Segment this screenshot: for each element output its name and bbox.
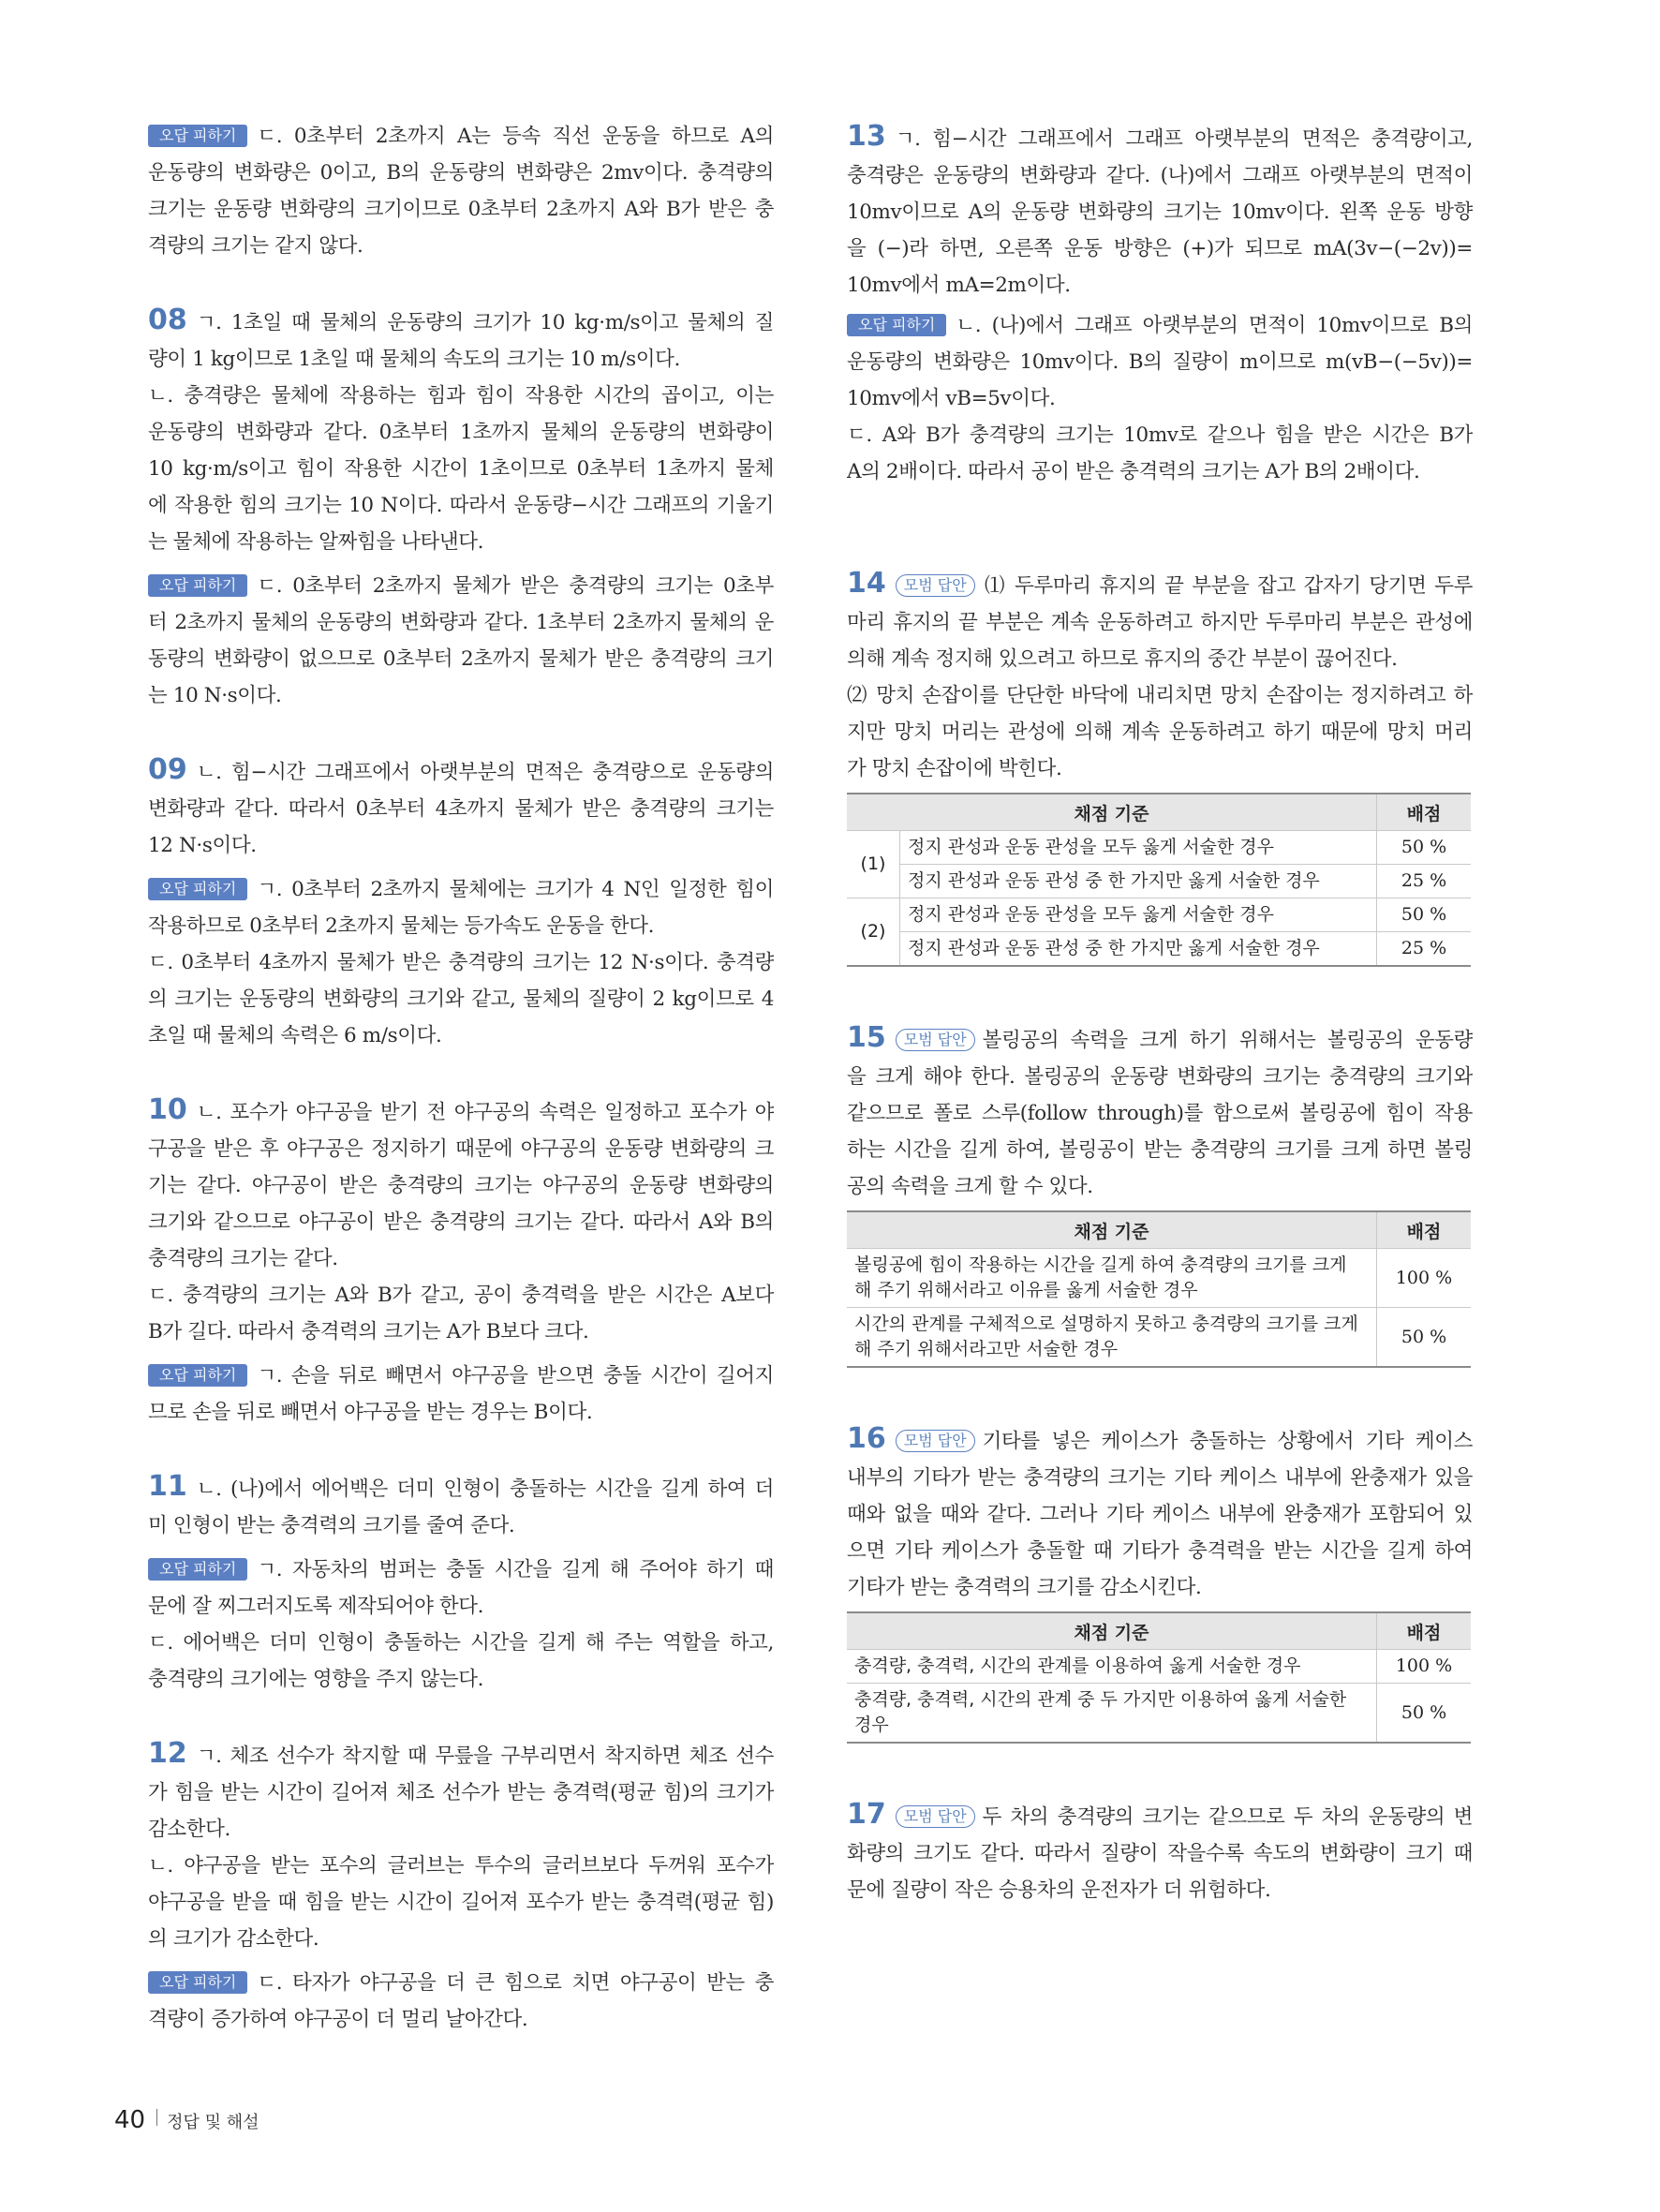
footer-divider — [156, 2109, 157, 2126]
answer-text: 10mv에서 vB=5v이다. — [847, 387, 1056, 410]
answer-text: 마리 휴지의 끝 부분은 계속 운동하려고 하지만 두루마리 부분은 관성에 — [847, 611, 1473, 634]
answer-text: 는 물체에 작용하는 알짜힘을 나타낸다. — [148, 530, 484, 554]
answer-16 — [847, 1420, 1473, 1744]
table-row — [847, 1249, 1471, 1308]
answer-text: 10 kg·m/s이고 힘이 작용한 시간이 1초이므로 0초부터 1초까지 물체 — [148, 457, 774, 481]
table-row — [847, 1650, 1471, 1684]
answer-text: 미 인형이 받는 충격력의 크기를 줄여 준다. — [148, 1514, 515, 1537]
criteria-cell: 정지 관성과 운동 관성을 모두 옳게 서술한 경우 — [900, 831, 1377, 865]
answer-text: 을 크게 해야 한다. 볼링공의 운동량 변화량의 크기는 충격량의 크기와 — [847, 1065, 1473, 1089]
criteria-cell: 충격량, 충격력, 시간의 관계 중 두 가지만 이용하여 옳게 서술한 경우 — [847, 1684, 1377, 1744]
left-column — [148, 118, 774, 2075]
answer-text: ㄷ. 0초부터 4초까지 물체가 받은 충격량의 크기는 12 N·s이다. 충격량 — [148, 951, 774, 974]
answer-text: 변화량과 같다. 따라서 0초부터 4초까지 물체가 받은 충격량의 크기는 — [148, 797, 774, 821]
question-number: 17 — [847, 1798, 886, 1831]
answer-text: 의해 계속 정지해 있으려고 하므로 휴지의 중간 부분이 끊어진다. — [847, 647, 1398, 671]
answer-text: ⑴ 두루마리 휴지의 끝 부분을 잡고 갑자기 당기면 두루 — [982, 574, 1473, 598]
wrong-avoid-badge: 오답 피하기 — [148, 1558, 247, 1581]
answer-text: 두 차의 충격량의 크기는 같으므로 두 차의 운동량의 변 — [982, 1805, 1473, 1829]
part-label: (2) — [847, 898, 900, 967]
model-answer-badge: 모범 답안 — [896, 1029, 975, 1051]
answer-text: 동량의 변화량이 없으므로 0초부터 2초까지 물체가 받은 충격량의 크기 — [148, 647, 774, 671]
answer-08 — [148, 302, 774, 714]
wrong-avoid-badge: 오답 피하기 — [148, 574, 247, 597]
answer-13 — [847, 118, 1473, 490]
answer-14 — [847, 565, 1473, 967]
answer-text: 작용하므로 0초부터 2초까지 물체는 등가속도 운동을 한다. — [148, 914, 655, 938]
model-answer-badge: 모범 답안 — [896, 1430, 975, 1452]
answer-text: 충격량의 크기에는 영향을 주지 않는다. — [148, 1668, 484, 1691]
answer-text: 초일 때 물체의 속력은 6 m/s이다. — [148, 1024, 442, 1047]
right-column — [847, 118, 1473, 1908]
points-cell: 25 % — [1377, 932, 1472, 967]
answer-text: ㄴ. 포수가 야구공을 받기 전 야구공의 속력은 일정하고 포수가 야 — [196, 1101, 774, 1124]
criteria-header: 채점 기준 — [847, 794, 1377, 831]
answer-text: 12 N·s이다. — [148, 834, 257, 857]
answer-text: 화량의 크기도 같다. 따라서 질량이 작을수록 속도의 변화량이 크기 때 — [847, 1842, 1473, 1865]
points-cell: 50 % — [1377, 1684, 1472, 1744]
question-number: 13 — [847, 120, 886, 153]
answer-text: ㄷ. 0초부터 2초까지 물체가 받은 충격량의 크기는 0초부 — [257, 574, 774, 598]
answer-text: 격량의 크기는 같지 않다. — [148, 234, 363, 258]
answer-text: ㄴ. 충격량은 물체에 작용하는 힘과 힘이 작용한 시간의 곱이고, 이는 — [148, 384, 774, 408]
answer-11 — [148, 1468, 774, 1698]
answer-text: 감소한다. — [148, 1818, 230, 1841]
points-cell: 100 % — [1377, 1650, 1472, 1684]
wrong-avoid-badge: 오답 피하기 — [148, 1971, 247, 1994]
wrong-avoid-badge: 오답 피하기 — [148, 1364, 247, 1387]
answer-text: 기는 같다. 야구공이 받은 충격량의 크기는 야구공의 운동량 변화량의 — [148, 1174, 774, 1197]
answer-text: ㄷ. 타자가 야구공을 더 큰 힘으로 치면 야구공이 받는 충 — [257, 1971, 774, 1995]
answer-text: ㄴ. (나)에서 그래프 아랫부분의 면적이 10mv이므로 B의 — [956, 314, 1473, 337]
answer-text: ㄴ. 야구공을 받는 포수의 글러브는 투수의 글러브보다 두꺼워 포수가 — [148, 1854, 774, 1878]
answer-text: 지만 망치 머리는 관성에 의해 계속 운동하려고 하기 때문에 망치 머리 — [847, 720, 1473, 744]
page-footer — [114, 2106, 259, 2134]
question-number: 12 — [148, 1737, 187, 1770]
answer-12 — [148, 1735, 774, 2038]
answer-text: 을 (−)라 하면, 오른쪽 운동 방향은 (+)가 되므로 mA(3v−(−2v))= — [847, 237, 1473, 260]
answer-text: 야구공을 받을 때 힘을 받는 시간이 길어져 포수가 받는 충격력(평균 힘) — [148, 1891, 774, 1914]
table-row — [847, 898, 1471, 932]
scoring-table — [847, 1210, 1471, 1368]
wrong-avoid-badge: 오답 피하기 — [148, 125, 247, 147]
answer-text: 기타가 받는 충격력의 크기를 감소시킨다. — [847, 1576, 1202, 1599]
answer-text: 의 크기는 운동량의 변화량의 크기와 같고, 물체의 질량이 2 kg이므로 4 — [148, 987, 774, 1011]
wrong-avoid-badge: 오답 피하기 — [847, 314, 946, 336]
model-answer-badge: 모범 답안 — [896, 1805, 975, 1828]
answer-text: 므로 손을 뒤로 빼면서 야구공을 받는 경우는 B이다. — [148, 1401, 593, 1424]
answer-text: 가 힘을 받는 시간이 길어져 체조 선수가 받는 충격력(평균 힘)의 크기가 — [148, 1781, 774, 1804]
points-cell: 50 % — [1377, 898, 1472, 932]
question-number: 10 — [148, 1093, 187, 1126]
answer-10 — [148, 1091, 774, 1431]
answer-text: 하는 시간을 길게 하여, 볼링공이 받는 충격량의 크기를 크게 하면 볼링 — [847, 1138, 1473, 1162]
answer-text: 기타를 넣은 케이스가 충돌하는 상황에서 기타 케이스 — [982, 1430, 1473, 1453]
answer-17 — [847, 1796, 1473, 1908]
answer-text: 터 2초까지 물체의 운동량의 변화량과 같다. 1초부터 2초까지 물체의 운 — [148, 611, 774, 634]
answer-text: 으면 기타 케이스가 충돌할 때 기타가 충격력을 받는 시간을 길게 하여 — [847, 1539, 1473, 1563]
answer-text: ㄷ. A와 B가 충격량의 크기는 10mv로 같으나 힘을 받은 시간은 B가 — [847, 423, 1473, 447]
answer-text: 크기와 같으므로 야구공이 받은 충격량의 크기는 같다. 따라서 A와 B의 — [148, 1210, 774, 1234]
answer-text: A의 2배이다. 따라서 공이 받은 충격력의 크기는 A가 B의 2배이다. — [847, 460, 1420, 483]
answer-text: ㄱ. 체조 선수가 착지할 때 무릎을 구부리면서 착지하면 체조 선수 — [196, 1744, 774, 1768]
answer-text: ㄱ. 1초일 때 물체의 운동량의 크기가 10 kg·m/s이고 물체의 질 — [196, 311, 774, 334]
answer-text: 내부의 기타가 받는 충격량의 크기는 기타 케이스 내부에 완충재가 있을 — [847, 1466, 1473, 1490]
answer-text: 볼링공의 속력을 크게 하기 위해서는 볼링공의 운동량 — [982, 1029, 1473, 1052]
scoring-table — [847, 1611, 1471, 1744]
table-row — [847, 932, 1471, 967]
answer-09 — [148, 751, 774, 1054]
answer-text: 문에 질량이 작은 승용차의 운전자가 더 위험하다. — [847, 1878, 1271, 1902]
answer-text: B가 길다. 따라서 충격력의 크기는 A가 B보다 크다. — [148, 1320, 589, 1344]
answer-text: 에 작용한 힘의 크기는 10 N이다. 따라서 운동량−시간 그래프의 기울기 — [148, 494, 774, 517]
question-number: 09 — [148, 753, 187, 786]
question-number: 16 — [847, 1422, 886, 1455]
model-answer-badge: 모범 답안 — [896, 574, 975, 597]
points-cell: 100 % — [1377, 1249, 1472, 1308]
answer-text: ㄱ. 자동차의 범퍼는 충돌 시간을 길게 해 주어야 하기 때 — [257, 1558, 774, 1581]
answer-text: ㄱ. 힘−시간 그래프에서 그래프 아랫부분의 면적은 충격량이고, — [895, 127, 1473, 151]
points-header: 배점 — [1377, 1211, 1472, 1249]
criteria-cell: 시간의 관계를 구체적으로 설명하지 못하고 충격량의 크기를 크게 해 주기 위해서라고만 서술한 경우 — [847, 1308, 1377, 1368]
table-row — [847, 1308, 1471, 1368]
question-number: 11 — [148, 1470, 187, 1503]
criteria-cell: 충격량, 충격력, 시간의 관계를 이용하여 옳게 서술한 경우 — [847, 1650, 1377, 1684]
answer-text: ⑵ 망치 손잡이를 단단한 바닥에 내리치면 망치 손잡이는 정지하려고 하 — [847, 684, 1473, 707]
answer-text: 격량이 증가하여 야구공이 더 멀리 날아간다. — [148, 2008, 528, 2031]
answer-text: 가 망치 손잡이에 박힌다. — [847, 757, 1062, 780]
answer-text: 10mv에서 mA=2m이다. — [847, 274, 1071, 297]
table-row — [847, 1684, 1471, 1744]
criteria-cell: 정지 관성과 운동 관성 중 한 가지만 옳게 서술한 경우 — [900, 932, 1377, 967]
answer-text: ㄷ. 충격량의 크기는 A와 B가 같고, 공이 충격력을 받은 시간은 A보다 — [148, 1284, 774, 1307]
page-number: 40 — [114, 2106, 146, 2134]
answer-text: 공의 속력을 크게 할 수 있다. — [847, 1175, 1093, 1198]
criteria-cell: 볼링공에 힘이 작용하는 시간을 길게 하여 충격량의 크기를 크게 해 주기 위해서라고 이유를 옳게 서술한 경우 — [847, 1249, 1377, 1308]
answer-text: 10mv이므로 A의 운동량 변화량의 크기는 10mv이다. 왼쪽 운동 방향 — [847, 200, 1473, 224]
answer-text: 크기는 운동량 변화량의 크기이므로 0초부터 2초까지 A와 B가 받은 충 — [148, 198, 774, 221]
answer-text: 량이 1 kg이므로 1초일 때 물체의 속도의 크기는 10 m/s이다. — [148, 348, 680, 371]
part-label: (1) — [847, 831, 900, 898]
answer-08-prev-avoid — [148, 118, 774, 264]
footer-label: 정답 및 해설 — [167, 2113, 259, 2132]
answer-text: 운동량의 변화량과 같다. 0초부터 1초까지 물체의 운동량의 변화량이 — [148, 421, 774, 444]
answer-text: 구공을 받은 후 야구공은 정지하기 때문에 야구공의 운동량 변화량의 크 — [148, 1137, 774, 1161]
answer-text: 때와 없을 때와 같다. 그러나 기타 케이스 내부에 완충재가 포함되어 있 — [847, 1503, 1473, 1526]
answer-text: 운동량의 변화량은 10mv이다. B의 질량이 m이므로 m(vB−(−5v))= — [847, 350, 1473, 374]
answer-text: 의 크기가 감소한다. — [148, 1927, 319, 1951]
criteria-header: 채점 기준 — [847, 1612, 1377, 1650]
points-cell: 25 % — [1377, 865, 1472, 898]
points-cell: 50 % — [1377, 1308, 1472, 1368]
question-number: 14 — [847, 567, 886, 600]
answer-text: 충격량의 크기는 같다. — [148, 1247, 338, 1270]
wrong-avoid-badge: 오답 피하기 — [148, 878, 247, 900]
answer-text: ㄱ. 0초부터 2초까지 물체에는 크기가 4 N인 일정한 힘이 — [257, 878, 774, 901]
answer-text: 운동량의 변화량은 0이고, B의 운동량의 변화량은 2mv이다. 충격량의 — [148, 161, 774, 185]
answer-text: ㄷ. 0초부터 2초까지 A는 등속 직선 운동을 하므로 A의 — [257, 125, 774, 148]
answer-text: 같으므로 폴로 스루(follow through)를 함으로써 볼링공에 힘이 작용 — [847, 1102, 1473, 1125]
answer-text: ㄴ. (나)에서 에어백은 더미 인형이 충돌하는 시간을 길게 하여 더 — [196, 1477, 774, 1501]
answer-text: 문에 잘 찌그러지도록 제작되어야 한다. — [148, 1595, 484, 1618]
table-row — [847, 831, 1471, 865]
question-number: 15 — [847, 1021, 886, 1054]
answer-text: ㄱ. 손을 뒤로 빼면서 야구공을 받으면 충돌 시간이 길어지 — [257, 1364, 774, 1388]
points-cell: 50 % — [1377, 831, 1472, 865]
points-header: 배점 — [1377, 794, 1472, 831]
criteria-cell: 정지 관성과 운동 관성 중 한 가지만 옳게 서술한 경우 — [900, 865, 1377, 898]
scoring-table — [847, 793, 1471, 967]
question-number: 08 — [148, 304, 187, 336]
answer-15 — [847, 1019, 1473, 1368]
answer-text: ㄴ. 힘−시간 그래프에서 아랫부분의 면적은 충격량으로 운동량의 — [196, 761, 774, 784]
points-header: 배점 — [1377, 1612, 1472, 1650]
criteria-cell: 정지 관성과 운동 관성을 모두 옳게 서술한 경우 — [900, 898, 1377, 932]
answer-text: ㄷ. 에어백은 더미 인형이 충돌하는 시간을 길게 해 주는 역할을 하고, — [148, 1631, 774, 1655]
criteria-header: 채점 기준 — [847, 1211, 1377, 1249]
table-row — [847, 865, 1471, 898]
answer-text: 는 10 N·s이다. — [148, 684, 282, 707]
answer-text: 충격량은 운동량의 변화량과 같다. (나)에서 그래프 아랫부분의 면적이 — [847, 164, 1473, 187]
